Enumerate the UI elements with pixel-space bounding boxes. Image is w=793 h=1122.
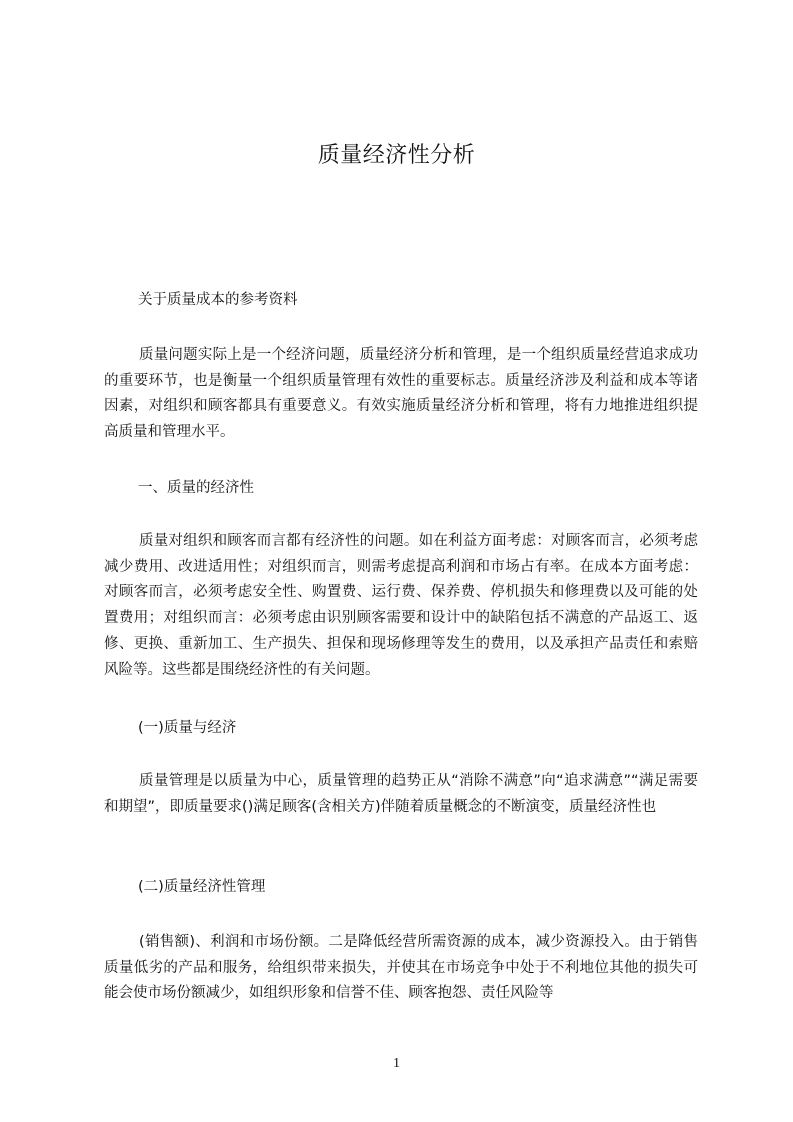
subsection-heading-quality-economics-management: (二)质量经济性管理 — [138, 879, 266, 895]
intro-paragraph: 质量问题实际上是一个经济问题，质量经济分析和管理，是一个组织质量经营追求成功的重要环节，也是衡量一个组织质量管理有效性的重要标志。质量经济涉及利益和成本等诸因素，对组织和顾客都具有重要意义。有效实施质量经济分析和管理，将有力地推进组织提高质量和管理水平。 — [104, 347, 698, 441]
subsection-paragraph-quality-economics-management: (销售额)、利润和市场份额。二是降低经营所需资源的成本，减少资源投入。由于销售质量低劣的产品和服务，给组织带来损失，并使其在市场竞争中处于不利地位其他的损失可能会使市场份额减少，如组织形象和信誉不佳、顾客抱怨、责任风险等 — [104, 934, 698, 1002]
section-heading-quality-economics: 一、质量的经济性 — [138, 480, 254, 496]
reference-heading: 关于质量成本的参考资料 — [138, 292, 298, 308]
section-paragraph-quality-economics: 质量对组织和顾客而言都有经济性的问题。如在利益方面考虑：对顾客而言，必须考虑减少费用、改进适用性；对组织而言，则需考虑提高利润和市场占有率。在成本方面考虑：对顾客而言，必须考虑安全性、购置费、运行费、保养费、停机损失和修理费以及可能的处置费用；对组织而言：必须考虑由识别顾客需要和设计中的缺陷包括不满意的产品返工、返修、更换、重新加工、生产损失、担保和现场修理等发生的费用，以及承担产品责任和索赔风险等。这些都是围绕经济性的有关问题。 — [104, 533, 698, 678]
page-number: 1 — [393, 1056, 400, 1071]
subsection-heading-quality-and-economy: (一)质量与经济 — [138, 720, 237, 736]
document-title: 质量经济性分析 — [317, 143, 476, 168]
subsection-paragraph-quality-and-economy: 质量管理是以质量为中心，质量管理的趋势正从“消除不满意”向“追求满意”“满足需要和期望”，即质量要求()满足顾客(含相关方)伴随着质量概念的不断演变，质量经济性也 — [104, 773, 698, 815]
